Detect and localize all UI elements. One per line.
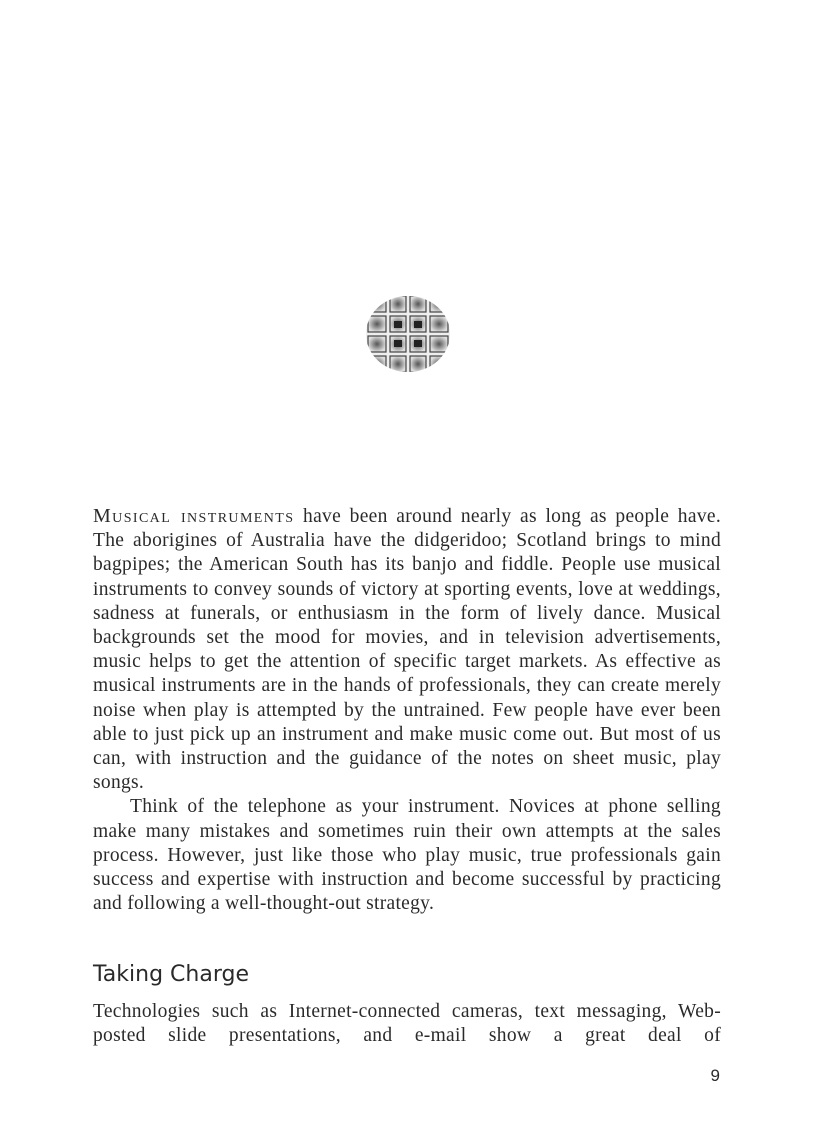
tiled-sphere-ornament-icon	[364, 294, 452, 374]
paragraph-2: Think of the telephone as your instrument. Novices at phone selling make many mistakes and sometimes ruin their own attempts at the sales process. However, just like those who play music, true professionals gain success and expertise with instruction and become successful by practicing and following a well-thought-out strategy.	[93, 796, 721, 915]
paragraph-1-text: have been around nearly as long as people have. The aborigines of Australia have the didgeridoo; Scotland brings to mind bagpipes; the American South has its banjo and fiddle. People use musical instruments to convey sounds of victory at sporting events, love at weddings, sadness at funerals, or enthusiasm in the form of lively dance. Musical backgrounds set the mood for movies, and in television advertisements, music helps to get the attention of specific target markets. As effective as musical instruments are in the hands of professionals, they can create merely noise when play is attempted by the untrained. Few people have ever been able to just pick up an instrument and make music come out. But most of us can, with instruction and the guidance of the notes on sheet music, play songs.	[93, 506, 721, 794]
section-heading: Taking Charge	[93, 962, 249, 987]
paragraph-1	[93, 504, 721, 795]
section-paragraph: Technologies such as Internet-connected cameras, text messaging, Web-posted slide presentations, and e-mail show a great deal of	[93, 1001, 721, 1047]
chapter-body	[93, 504, 721, 916]
lead-in: Musical instruments	[93, 505, 295, 527]
page-number: 9	[710, 1066, 720, 1085]
